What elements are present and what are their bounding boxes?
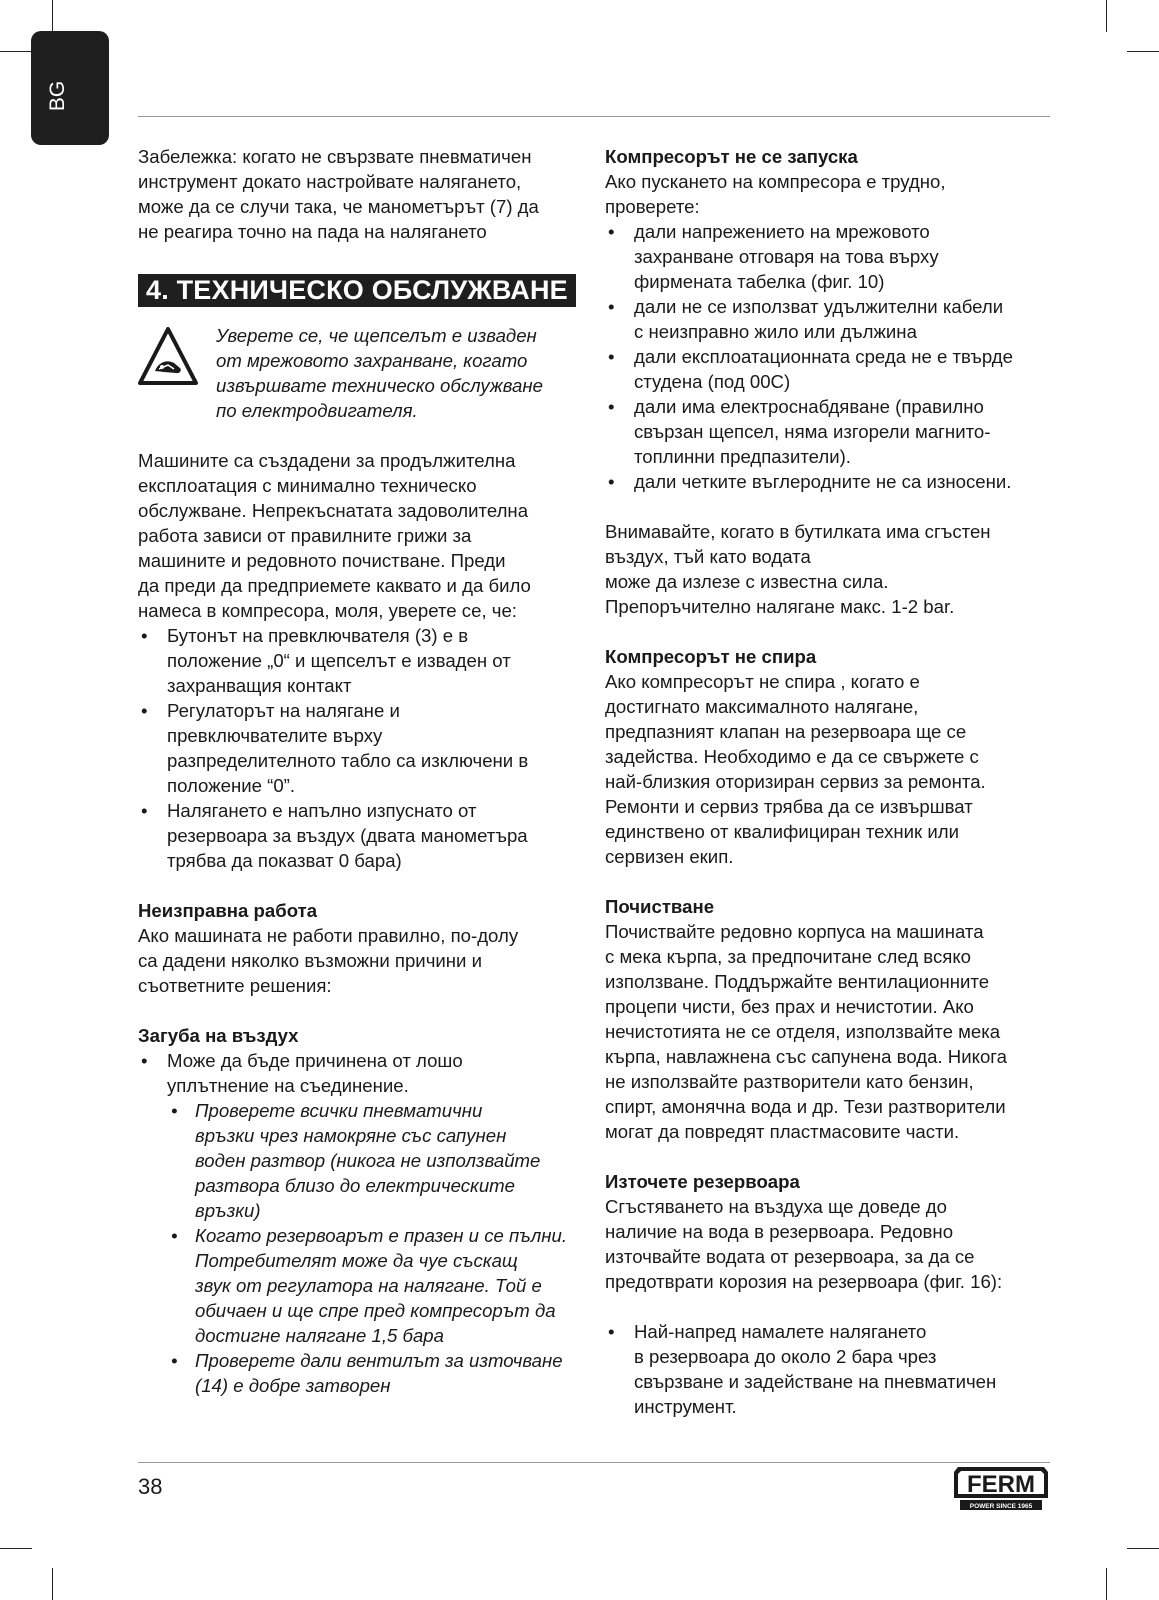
list-item: • Проверете дали вентилът за източване (14) е добре затворен xyxy=(167,1348,583,1398)
warning-text: Уверете се, че щепселът е изваден от мрежовото захранване, когато извършвате техническо обслужване по електродвигателя. xyxy=(216,325,543,421)
malfunction-heading: Неизправна работа xyxy=(138,900,318,921)
drain-list xyxy=(605,1319,1050,1419)
language-tab xyxy=(31,31,109,145)
nostop-heading: Компресорът не спира xyxy=(605,646,817,667)
cleaning-heading: Почистване xyxy=(605,896,715,917)
list-item: • Най-напред намалете налягането в резервоара до около 2 бара чрез свързване и задействане на пневматичен инструмент. xyxy=(605,1319,1050,1419)
airloss-list xyxy=(138,1048,583,1398)
drain-heading: Източете резервоара xyxy=(605,1171,800,1192)
list-item: • Когато резервоарът е празен и се пълни. Потребителят може да чуе съскащ звук от регулатора на налягане. Той е обичаен и ще спре пред компресорът да достигне налягане 1,5 бара xyxy=(167,1223,583,1348)
nostart-paragraph: Ако пускането на компресора е трудно, проверете: xyxy=(605,171,946,217)
crop-mark xyxy=(0,51,32,52)
crop-mark xyxy=(1127,1548,1159,1549)
section-title: 4. ТЕХНИЧЕСКО ОБСЛУЖВАНЕ xyxy=(138,274,576,307)
airloss-heading: Загуба на въздух xyxy=(138,1025,299,1046)
footer-rule xyxy=(138,1462,1050,1463)
page-number: 38 xyxy=(138,1474,163,1499)
crop-mark xyxy=(1127,51,1159,52)
caution-paragraph: Внимавайте, когато в бутилката има сгъстен въздух, тъй като водата може да излезе с известна сила. Препоръчително налягане макс. 1-2 bar. xyxy=(605,521,991,617)
intro-paragraph: Машините са създадени за продължителна експлоатация с минимално техническо обслужване. Непрекъснатата задоволителна работа зависи от правилните грижи за машините и редовното почистване. Преди да преди да предприемете каквато и да било намеса в компресора, моля, уверете се, че: xyxy=(138,450,531,621)
check-list xyxy=(138,623,583,873)
nostop-paragraph: Ако компресорът не спира , когато е достигнато максималното налягане, предпазният клапан на резервоара ще се задейства. Необходимо е да се свържете с най-близкия оторизиран сервиз за ремонта. Ремонти и сервиз трябва да се извършват единствено от квалифициран техник или сервизен екип. xyxy=(605,671,986,867)
list-item: • дали четките въглеродните не са износени. xyxy=(605,469,1050,494)
list-item: • Бутонът на превключвателя (3) е в положение „0“ и щепселът е изваден от захранващия контакт xyxy=(138,623,583,698)
note-paragraph: Забележка: когато не свързвате пневматичен инструмент докато настройвате налягането, може да се случи така, че манометърът (7) да не реагира точно на пада на налягането xyxy=(138,146,539,242)
logo-wordmark: FERM xyxy=(967,1471,1035,1498)
list-item: • дали има електроснабдяване (правилно свързан щепсел, няма изгорели магнито- топлинни предпазители). xyxy=(605,394,1050,469)
crop-mark xyxy=(1106,1568,1107,1600)
list-item: • дали напрежението на мрежовото захранване отговаря на това върху фирмената табелка (фиг. 10) xyxy=(605,219,1050,294)
logo-tagline: POWER SINCE 1965 xyxy=(969,1503,1033,1510)
warning-block xyxy=(138,323,583,423)
list-item: • Налягането е напълно изпуснато от резервоара за въздух (двата манометъра трябва да показват 0 бара) xyxy=(138,798,583,873)
crop-mark xyxy=(1106,0,1107,32)
drain-paragraph: Сгъстяването на въздуха ще доведе до наличие на вода в резервоара. Редовно източвайте водата от резервоара, за да се предотврати корозия на резервоара (фиг. 16): xyxy=(605,1196,1003,1292)
crop-mark xyxy=(52,1568,53,1600)
list-item: • Може да бъде причинена от лошо уплътнение на съединение. • Проверете всички пневматични връзки чрез намокряне със сапунен воден разтвор (никога не използвайте разтвора близо до електрическите връзки) • Когато резервоарът е празен и се пълни. Потребителят може да чуе съскащ звук от регулатора на налягане. Той е обичаен и ще спре пред компресорът да достигне налягане 1,5 бара • Проверете дали вентилът за източване (14) е добре затворен xyxy=(138,1048,583,1398)
left-column xyxy=(138,144,583,1398)
nostart-heading: Компресорът не се запуска xyxy=(605,146,858,167)
list-item: • дали експлоатационната среда не е твърде студена (под 00C) xyxy=(605,344,1050,394)
header-rule xyxy=(138,116,1050,117)
malfunction-paragraph: Ако машината не работи правилно, по-долу са дадени няколко възможни причини и съответните решения: xyxy=(138,925,519,996)
cleaning-paragraph: Почиствайте редовно корпуса на машината с мека кърпа, за предпочитане след всяко използване. Поддържайте вентилационните процепи чисти, без прах и нечистотии. Ако нечистотията не се отделя, използвайте мека кърпа, навлажнена със сапунена вода. Никога не използвайте разтворители като бензин, спирт, амонячна вода и др. Тези разтворители могат да повредят пластмасовите части. xyxy=(605,921,1008,1142)
airloss-sublist xyxy=(167,1098,583,1398)
ferm-logo xyxy=(952,1464,1050,1512)
list-item: • Проверете всички пневматични връзки чрез намокряне със сапунен воден разтвор (никога не използвайте разтвора близо до електрическите връзки) xyxy=(167,1098,583,1223)
right-column xyxy=(605,144,1050,1419)
crop-mark xyxy=(52,0,53,32)
language-tab-label: BG xyxy=(46,80,69,112)
warning-triangle-icon xyxy=(138,327,213,387)
list-item: • дали не се използват удължителни кабели с неизправно жило или дължина xyxy=(605,294,1050,344)
crop-mark xyxy=(0,1548,32,1549)
list-item: • Регулаторът на налягане и превключвателите върху разпределителното табло са изключени в положение “0”. xyxy=(138,698,583,798)
nostart-list xyxy=(605,219,1050,494)
